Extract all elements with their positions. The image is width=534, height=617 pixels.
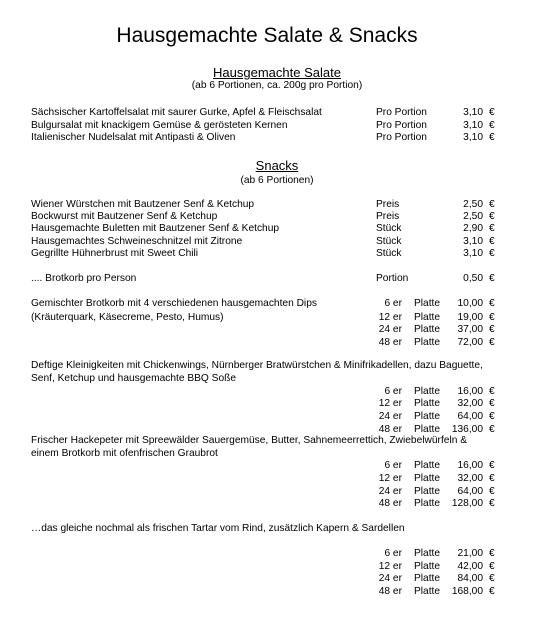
platter-size-qty: 48 er	[378, 337, 402, 348]
platter-size-qty: 24 er	[378, 324, 402, 335]
salad-item-currency: €	[489, 120, 495, 131]
platter-size-qty: 48 er	[378, 498, 402, 509]
platter-size-currency: €	[489, 548, 495, 559]
platter-size-unit: Platte	[414, 424, 441, 435]
snack-item-currency: €	[489, 199, 495, 210]
platter-size-unit: Platte	[414, 298, 441, 309]
platter-size-currency: €	[489, 561, 495, 572]
snack-item-unit: Stück	[376, 248, 402, 259]
salad-item-price: 3,10	[463, 120, 483, 131]
platter-size-currency: €	[489, 573, 495, 584]
snack-item-currency: €	[489, 223, 495, 234]
platter-size-qty: 24 er	[378, 486, 402, 497]
platter-size-price: 16,00	[457, 386, 483, 397]
platter-size-qty: 12 er	[378, 312, 402, 323]
brotkorb-item-price: 0,50	[463, 273, 483, 284]
section-title-snacks: Snacks	[255, 158, 299, 173]
salad-item-price: 3,10	[463, 132, 483, 143]
salad-item-currency: €	[489, 132, 495, 143]
salad-item-unit: Pro Portion	[376, 120, 427, 131]
platter-description: (Kräuterquark, Käsecreme, Pesto, Humus)	[31, 312, 224, 323]
platter-size-unit: Platte	[414, 573, 441, 584]
platter-size-unit: Platte	[414, 586, 441, 597]
platter-size-qty: 12 er	[378, 473, 402, 484]
platter-size-unit: Platte	[414, 460, 441, 471]
platter-size-unit: Platte	[414, 498, 441, 509]
platter-size-unit: Platte	[414, 312, 441, 323]
platter-size-price: 64,00	[457, 411, 483, 422]
brotkorb-item-name: .... Brotkorb pro Person	[31, 273, 137, 284]
platter-size-qty: 6 er	[384, 460, 402, 471]
platter-size-price: 42,00	[457, 561, 483, 572]
platter-size-price: 16,00	[457, 460, 483, 471]
salad-item-price: 3,10	[463, 107, 483, 118]
platter-size-currency: €	[489, 324, 495, 335]
snack-item-unit: Stück	[376, 223, 402, 234]
platter-size-currency: €	[489, 486, 495, 497]
section-title-salate: Hausgemachte Salate	[213, 65, 341, 80]
snack-item-price: 3,10	[463, 248, 483, 259]
snack-item-name: Gegrillte Hühnerbrust mit Sweet Chili	[31, 248, 199, 259]
platter-size-price: 32,00	[457, 473, 483, 484]
platter-size-unit: Platte	[414, 561, 441, 572]
snack-item-currency: €	[489, 248, 495, 259]
platter-description: …das gleiche nochmal als frischen Tartar vom Rind, zusätzlich Kapern & Sardellen	[31, 523, 405, 534]
section-subtitle-salate: (ab 6 Portionen, ca. 200g pro Portion)	[191, 80, 363, 91]
platter-size-price: 37,00	[457, 324, 483, 335]
platter-size-currency: €	[489, 473, 495, 484]
platter-size-currency: €	[489, 386, 495, 397]
snack-item-name: Hausgemachtes Schweineschnitzel mit Zitrone	[31, 236, 243, 247]
brotkorb-item-unit: Portion	[376, 273, 409, 284]
platter-size-currency: €	[489, 411, 495, 422]
section-subtitle-snacks: (ab 6 Portionen)	[240, 175, 314, 186]
snack-item-price: 2,90	[463, 223, 483, 234]
snack-item-currency: €	[489, 236, 495, 247]
snack-item-currency: €	[489, 211, 495, 222]
platter-size-unit: Platte	[414, 324, 441, 335]
platter-size-currency: €	[489, 498, 495, 509]
platter-size-unit: Platte	[414, 398, 441, 409]
platter-size-price: 168,00	[451, 586, 483, 597]
platter-size-unit: Platte	[414, 486, 441, 497]
platter-size-unit: Platte	[414, 411, 441, 422]
salad-item-name: Italienischer Nudelsalat mit Antipasti & Oliven	[31, 132, 236, 143]
salad-item-name: Bulgursalat mit knackigem Gemüse & gerösteten Kernen	[31, 120, 288, 131]
snack-item-unit: Stück	[376, 236, 402, 247]
platter-description: Deftige Kleinigkeiten mit Chickenwings, Nürnberger Bratwürstchen & Minifrikadellen, dazu Baguette,	[31, 360, 483, 371]
platter-size-currency: €	[489, 398, 495, 409]
platter-size-price: 84,00	[457, 573, 483, 584]
platter-size-price: 19,00	[457, 312, 483, 323]
snack-item-price: 2,50	[463, 199, 483, 210]
platter-size-price: 32,00	[457, 398, 483, 409]
platter-size-unit: Platte	[414, 473, 441, 484]
snack-item-name: Wiener Würstchen mit Bautzener Senf & Ketchup	[31, 199, 255, 210]
platter-description: Frischer Hackepeter mit Spreewälder Sauergemüse, Butter, Sahnemeerrettich, Zwiebelwürfeln &	[31, 435, 467, 446]
platter-size-price: 10,00	[457, 298, 483, 309]
platter-size-qty: 24 er	[378, 573, 402, 584]
platter-size-currency: €	[489, 586, 495, 597]
platter-size-currency: €	[489, 312, 495, 323]
platter-size-qty: 24 er	[378, 411, 402, 422]
platter-size-qty: 12 er	[378, 561, 402, 572]
brotkorb-item-currency: €	[489, 273, 495, 284]
snack-item-price: 2,50	[463, 211, 483, 222]
platter-description: Senf, Ketchup und hausgemachte BBQ Soße	[31, 373, 237, 384]
platter-size-price: 72,00	[457, 337, 483, 348]
page-title: Hausgemachte Salate & Snacks	[116, 24, 418, 47]
platter-size-currency: €	[489, 460, 495, 471]
platter-size-price: 128,00	[451, 498, 483, 509]
salad-item-unit: Pro Portion	[376, 132, 427, 143]
platter-size-unit: Platte	[414, 548, 441, 559]
platter-size-unit: Platte	[414, 337, 441, 348]
snack-item-name: Bockwurst mit Bautzener Senf & Ketchup	[31, 211, 218, 222]
salad-item-unit: Pro Portion	[376, 107, 427, 118]
platter-description: einem Brotkorb mit ofenfrischen Graubrot	[31, 448, 218, 459]
platter-description: Gemischter Brotkorb mit 4 verschiedenen hausgemachten Dips	[31, 298, 317, 309]
platter-size-qty: 48 er	[378, 424, 402, 435]
salad-item-currency: €	[489, 107, 495, 118]
platter-size-price: 64,00	[457, 486, 483, 497]
platter-size-qty: 48 er	[378, 586, 402, 597]
platter-size-qty: 6 er	[384, 386, 402, 397]
salad-item-name: Sächsischer Kartoffelsalat mit saurer Gurke, Apfel & Fleischsalat	[31, 107, 322, 118]
platter-size-unit: Platte	[414, 386, 441, 397]
platter-size-qty: 12 er	[378, 398, 402, 409]
platter-size-qty: 6 er	[384, 548, 402, 559]
snack-item-unit: Preis	[376, 199, 400, 210]
platter-size-price: 136,00	[451, 424, 483, 435]
snack-item-name: Hausgemachte Buletten mit Bautzener Senf & Ketchup	[31, 223, 280, 234]
platter-size-qty: 6 er	[384, 298, 402, 309]
platter-size-currency: €	[489, 424, 495, 435]
snack-item-unit: Preis	[376, 211, 400, 222]
platter-size-currency: €	[489, 337, 495, 348]
platter-size-price: 21,00	[457, 548, 483, 559]
snack-item-price: 3,10	[463, 236, 483, 247]
platter-size-currency: €	[489, 298, 495, 309]
